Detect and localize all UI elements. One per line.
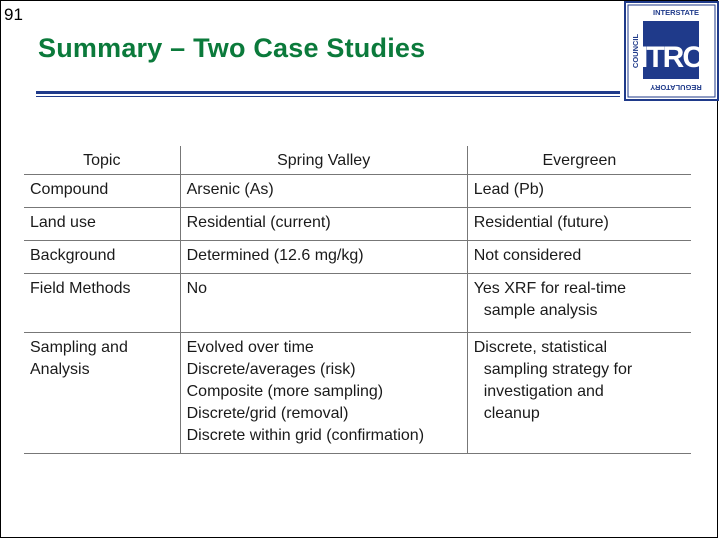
row-spring-valley — [180, 274, 467, 333]
slide-title: Summary – Two Case Studies — [38, 33, 426, 63]
cell-line: Evolved over time — [186, 339, 314, 356]
row-spring-valley — [180, 175, 467, 208]
cell-line: Discrete/averages (risk) — [186, 361, 356, 378]
cell-line: Yes XRF for real-time — [473, 280, 627, 297]
logo-main-text: ITRC — [640, 41, 702, 74]
row-evergreen — [467, 175, 691, 208]
cell-line: cleanup — [483, 405, 540, 422]
row-spring-valley — [180, 241, 467, 274]
cell-line: Residential (future) — [473, 214, 609, 231]
cell-line: Residential (current) — [186, 214, 331, 231]
table-row — [24, 333, 691, 454]
row-evergreen — [467, 333, 691, 454]
cell-line: investigation and — [483, 383, 604, 400]
cell-line: Discrete/grid (removal) — [186, 405, 349, 422]
cell-line: Sampling and — [30, 339, 128, 356]
slide-number: 91 — [4, 5, 23, 24]
row-topic — [24, 333, 180, 454]
logo-top-text: INTERSTATE — [653, 8, 699, 17]
cell-line: Not considered — [473, 247, 582, 264]
cell-line: Discrete within grid (confirmation) — [186, 427, 425, 444]
row-topic: Background — [24, 241, 180, 274]
cell-line: Determined (12.6 mg/kg) — [186, 247, 364, 264]
cell-line: No — [186, 280, 208, 297]
title-rule-thick — [36, 91, 620, 94]
table-row — [24, 241, 691, 274]
row-topic: Land use — [24, 208, 180, 241]
cell-line: sampling strategy for — [483, 361, 633, 378]
cell-line: Lead (Pb) — [473, 181, 544, 198]
title-rule-thin — [36, 96, 620, 97]
row-spring-valley — [180, 333, 467, 454]
table-row — [24, 175, 691, 208]
cell-line: Composite (more sampling) — [186, 383, 384, 400]
header-evergreen: Evergreen — [467, 146, 691, 175]
table-row — [24, 274, 691, 333]
cell-line: sample analysis — [483, 302, 598, 319]
row-topic: Field Methods — [24, 274, 180, 333]
logo-left-text: COUNCIL — [631, 33, 640, 69]
cell-line: Arsenic (As) — [186, 181, 274, 198]
header-topic: Topic — [24, 146, 180, 175]
row-topic: Compound — [24, 175, 180, 208]
itrc-logo-icon — [624, 1, 719, 101]
cell-line: Analysis — [30, 361, 90, 378]
table-row — [24, 208, 691, 241]
cell-line: Discrete, statistical — [473, 339, 608, 356]
row-spring-valley — [180, 208, 467, 241]
header-spring-valley: Spring Valley — [180, 146, 467, 175]
logo-bottom-text: REGULATORY — [650, 83, 702, 92]
table-header-row — [24, 146, 691, 175]
row-evergreen — [467, 274, 691, 333]
row-evergreen — [467, 241, 691, 274]
case-study-table — [24, 146, 691, 454]
row-evergreen — [467, 208, 691, 241]
